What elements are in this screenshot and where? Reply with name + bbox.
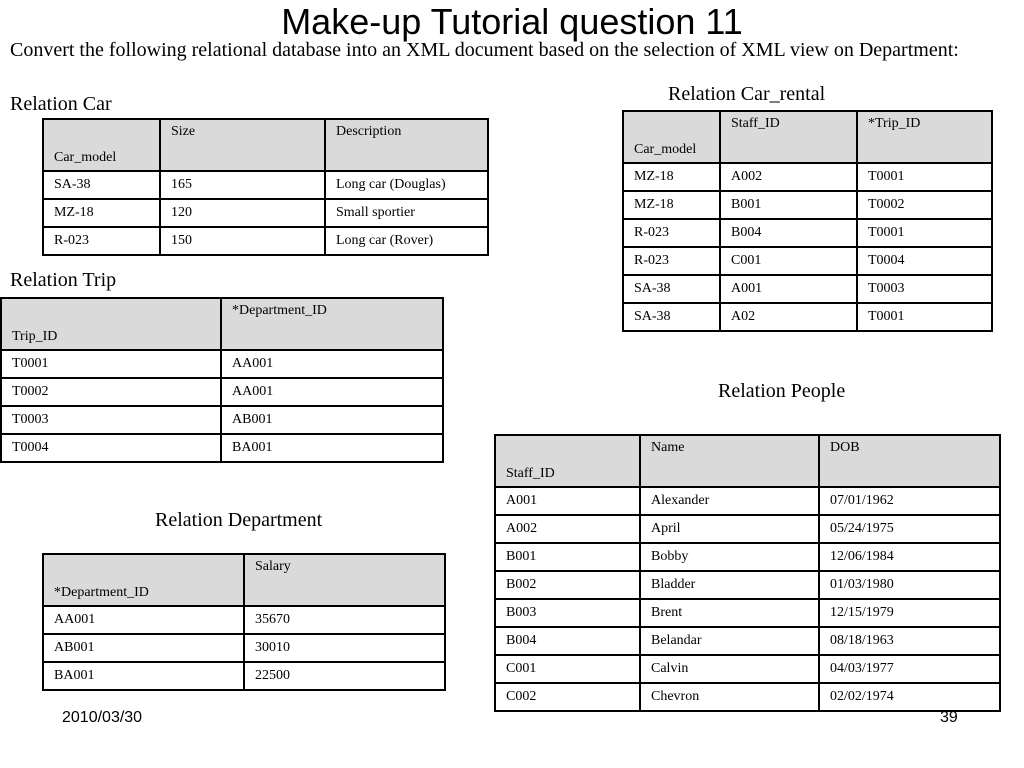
table-cell: A002 <box>720 163 857 191</box>
table-cell: B004 <box>720 219 857 247</box>
table-cell: T0003 <box>857 275 992 303</box>
table-cell: T0001 <box>857 219 992 247</box>
car-table <box>42 118 489 256</box>
table-cell: 120 <box>160 199 325 227</box>
table-cell: 02/02/1974 <box>819 683 1000 711</box>
table-cell: Belandar <box>640 627 819 655</box>
table-cell: 12/06/1984 <box>819 543 1000 571</box>
table-cell: Small sportier <box>325 199 488 227</box>
table-cell: Chevron <box>640 683 819 711</box>
table-row <box>43 662 445 690</box>
table-cell: 165 <box>160 171 325 199</box>
table-cell: B001 <box>720 191 857 219</box>
trip-header-trip-id: Trip_ID <box>1 298 221 350</box>
people-header-name: Name <box>640 435 819 487</box>
table-cell: Bladder <box>640 571 819 599</box>
table-cell: T0001 <box>1 350 221 378</box>
table-cell: 150 <box>160 227 325 255</box>
table-cell: SA-38 <box>623 303 720 331</box>
table-row <box>1 406 443 434</box>
table-cell: BA001 <box>221 434 443 462</box>
table-cell: MZ-18 <box>623 191 720 219</box>
car-rental-header-staff-id: Staff_ID <box>720 111 857 163</box>
table-cell: C001 <box>495 655 640 683</box>
car-header-car-model: Car_model <box>43 119 160 171</box>
table-cell: 22500 <box>244 662 445 690</box>
table-cell: R-023 <box>43 227 160 255</box>
table-cell: B003 <box>495 599 640 627</box>
car-caption: Relation Car <box>10 93 112 115</box>
table-row <box>495 655 1000 683</box>
table-row <box>623 219 992 247</box>
table-row <box>623 275 992 303</box>
trip-table <box>0 297 444 463</box>
table-row <box>495 487 1000 515</box>
table-row <box>43 171 488 199</box>
table-row <box>623 163 992 191</box>
people-table <box>494 434 1001 712</box>
table-cell: R-023 <box>623 219 720 247</box>
table-row <box>1 434 443 462</box>
table-cell: MZ-18 <box>43 199 160 227</box>
footer-date: 2010/03/30 <box>62 709 143 726</box>
people-caption: Relation People <box>718 380 846 402</box>
table-cell: Brent <box>640 599 819 627</box>
car-header-description: Description <box>325 119 488 171</box>
table-cell: B001 <box>495 543 640 571</box>
table-cell: 08/18/1963 <box>819 627 1000 655</box>
table-cell: A002 <box>495 515 640 543</box>
table-cell: AA001 <box>221 378 443 406</box>
table-cell: T0002 <box>1 378 221 406</box>
table-cell: B004 <box>495 627 640 655</box>
car-rental-header-trip-id: *Trip_ID <box>857 111 992 163</box>
table-row <box>495 543 1000 571</box>
people-header-dob: DOB <box>819 435 1000 487</box>
table-cell: Long car (Douglas) <box>325 171 488 199</box>
table-cell: AB001 <box>221 406 443 434</box>
table-cell: B002 <box>495 571 640 599</box>
table-cell: Calvin <box>640 655 819 683</box>
table-cell: Alexander <box>640 487 819 515</box>
car-rental-caption: Relation Car_rental <box>668 83 826 105</box>
table-cell: Long car (Rover) <box>325 227 488 255</box>
table-cell: AA001 <box>221 350 443 378</box>
table-row <box>495 627 1000 655</box>
slide-title: Make-up Tutorial question 11 <box>281 1 743 42</box>
table-cell: AB001 <box>43 634 244 662</box>
car-header-size: Size <box>160 119 325 171</box>
table-cell: A001 <box>495 487 640 515</box>
trip-caption: Relation Trip <box>10 269 117 291</box>
trip-header-department-id: *Department_ID <box>221 298 443 350</box>
car-rental-table <box>622 110 993 332</box>
table-row <box>495 515 1000 543</box>
table-cell: SA-38 <box>43 171 160 199</box>
table-cell: T0001 <box>857 303 992 331</box>
department-header-salary: Salary <box>244 554 445 606</box>
table-cell: T0004 <box>857 247 992 275</box>
table-row <box>623 247 992 275</box>
table-cell: T0004 <box>1 434 221 462</box>
table-cell: R-023 <box>623 247 720 275</box>
table-cell: 12/15/1979 <box>819 599 1000 627</box>
table-cell: 30010 <box>244 634 445 662</box>
table-cell: 07/01/1962 <box>819 487 1000 515</box>
table-cell: Bobby <box>640 543 819 571</box>
table-row <box>43 227 488 255</box>
table-cell: 35670 <box>244 606 445 634</box>
table-row <box>43 606 445 634</box>
table-cell: A02 <box>720 303 857 331</box>
page-number: 39 <box>940 709 958 726</box>
table-row <box>495 683 1000 711</box>
table-row <box>1 378 443 406</box>
intro-text: Convert the following relational database into an XML document based on the selection of XML view on Department: <box>10 39 959 61</box>
table-row <box>495 571 1000 599</box>
table-row <box>623 303 992 331</box>
table-cell: AA001 <box>43 606 244 634</box>
table-cell: April <box>640 515 819 543</box>
table-row <box>1 350 443 378</box>
table-cell: C002 <box>495 683 640 711</box>
table-cell: T0001 <box>857 163 992 191</box>
table-cell: 01/03/1980 <box>819 571 1000 599</box>
table-cell: T0003 <box>1 406 221 434</box>
table-cell: A001 <box>720 275 857 303</box>
table-cell: T0002 <box>857 191 992 219</box>
people-header-staff-id: Staff_ID <box>495 435 640 487</box>
table-cell: SA-38 <box>623 275 720 303</box>
department-header-department-id: *Department_ID <box>43 554 244 606</box>
table-row <box>623 191 992 219</box>
department-caption: Relation Department <box>155 509 323 531</box>
department-table <box>42 553 446 691</box>
table-row <box>43 199 488 227</box>
table-cell: 04/03/1977 <box>819 655 1000 683</box>
car-rental-header-car-model: Car_model <box>623 111 720 163</box>
table-cell: 05/24/1975 <box>819 515 1000 543</box>
table-row <box>43 634 445 662</box>
table-cell: C001 <box>720 247 857 275</box>
table-cell: MZ-18 <box>623 163 720 191</box>
table-row <box>495 599 1000 627</box>
table-cell: BA001 <box>43 662 244 690</box>
